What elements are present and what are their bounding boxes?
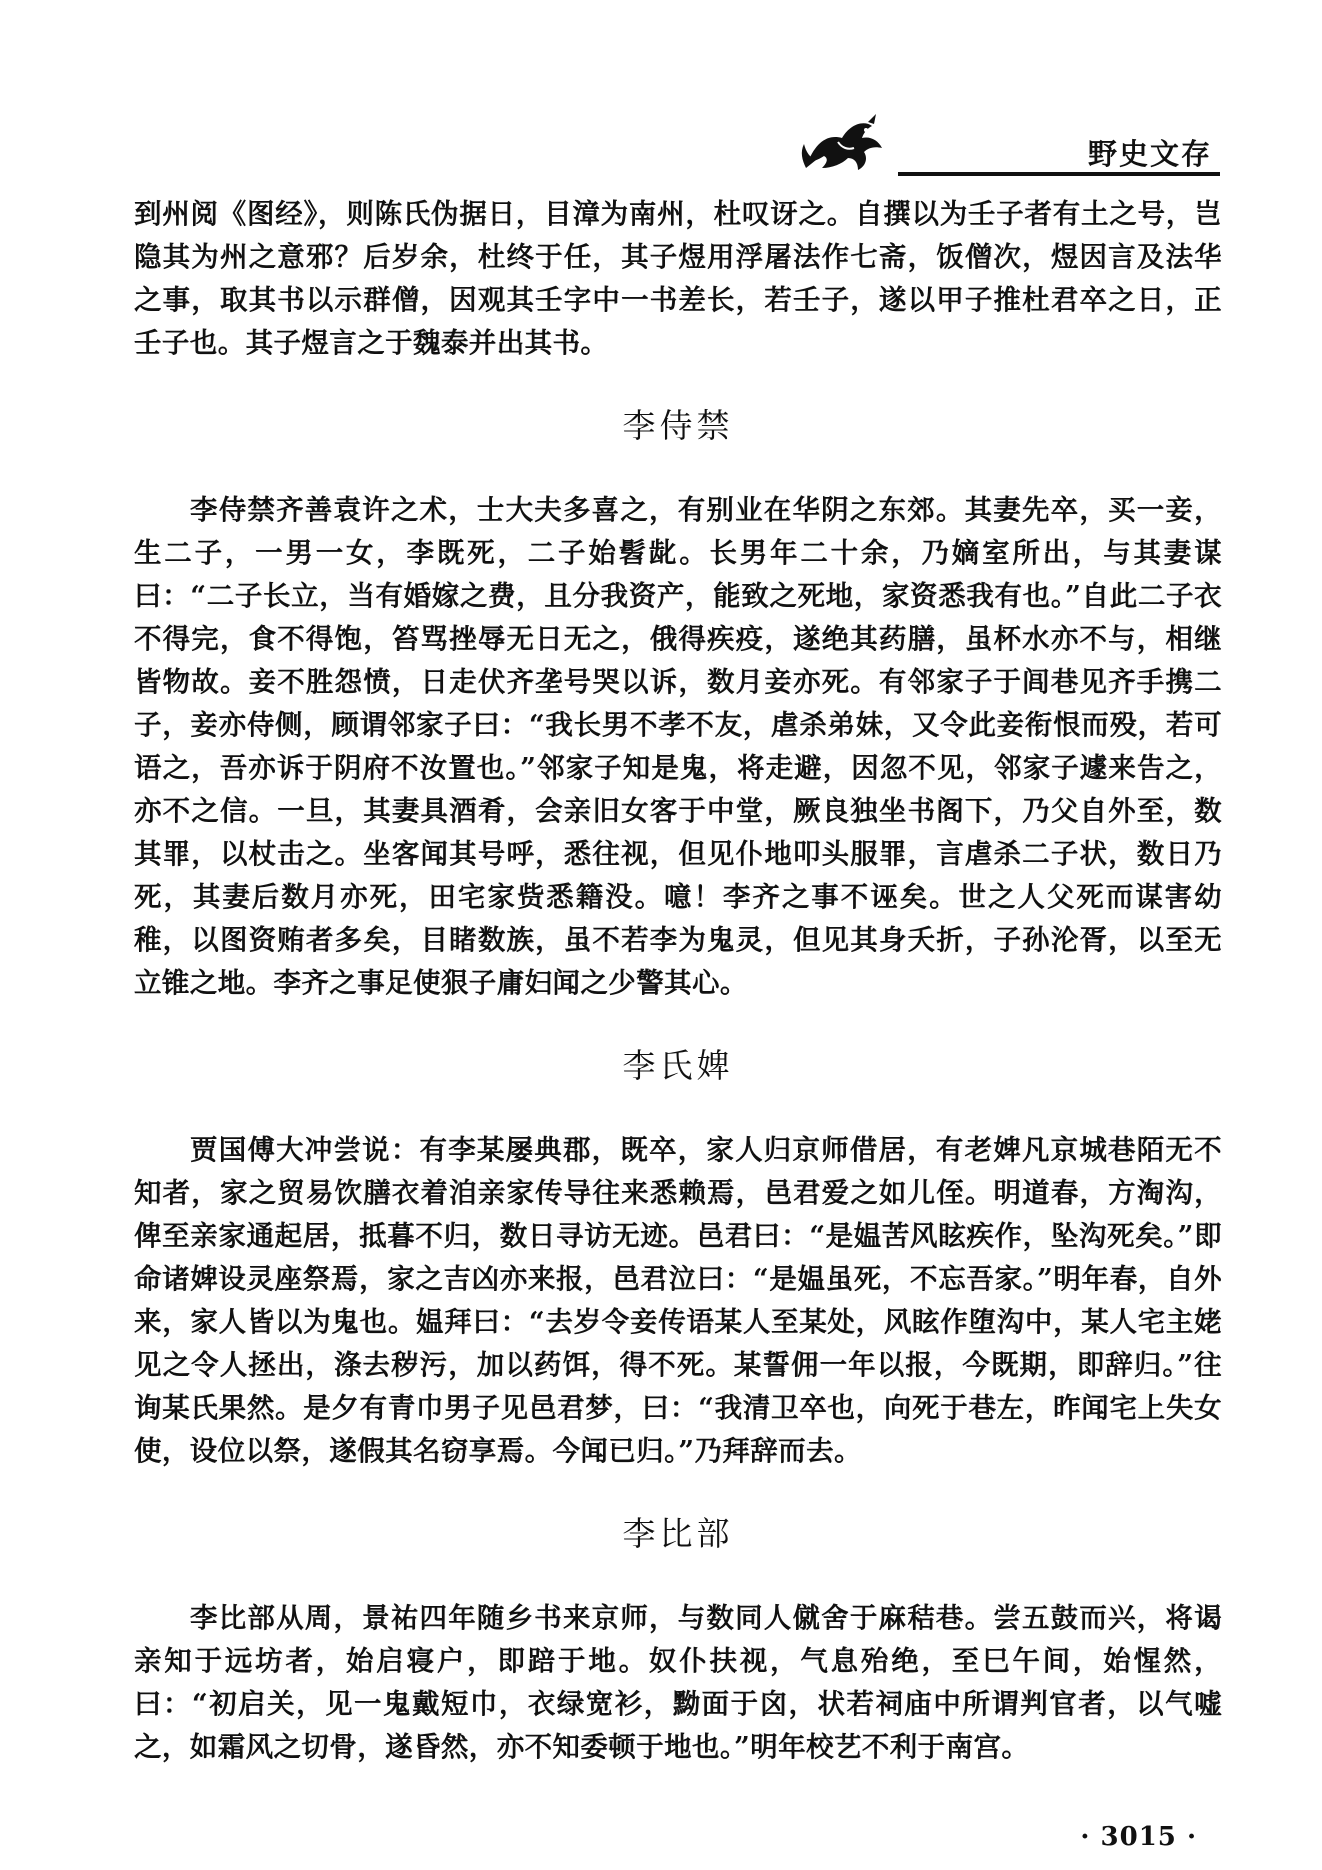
section-text-li-shijin: 李侍禁齐善袁许之术，士大夫多喜之，有别业在华阴之东郊。其妻先卒，买一妾，生二子，一男一女，李既死，二子始髫龀。长男年二十余，乃嫡室所出，与其妻谋曰：“二子长立，当有婚嫁之费，且分我资产，能致之死地，家资悉我有也。”自此二子衣不得完，食不得饱，笞骂挫辱无日无之，俄得疾疫，遂绝其药膳，虽杯水亦不与，相继皆物故。妾不胜怨愤，日走伏齐垄号哭以诉，数月妾亦死。有邻家子于闾巷见齐手携二子，妾亦侍侧，顾谓邻家子曰：“我长男不孝不友，虐杀弟妹，又令此妾衔恨而殁，若可语之，吾亦诉于阴府不汝置也。”邻家子知是鬼，将走避，因忽不见，邻家子遽来告之，亦不之信。一旦，其妻具酒肴，会亲旧女客于中堂，厥良独坐书阁下，乃父自外至，数其罪，以杖击之。坐客闻其号呼，悉往视，但见仆地叩头服罪，言虐杀二子状，数日乃死，其妻后数月亦死，田宅家赀悉籍没。噫！李齐之事不诬矣。世之人父死而谋害幼稚，以图资贿者多矣，目睹数族，虽不若李为鬼灵，但见其身夭折，子孙沦胥，以至无立锥之地。李齐之事足使狠子庸妇闻之少警其心。: [134, 494, 1222, 999]
series-title: 野史文存: [1087, 137, 1212, 171]
intro-paragraph: 到州阅《图经》，则陈氏伪据日，目漳为南州，杜叹讶之。自撰以为壬子者有土之号，岂隐其为州之意邪？后岁余，杜终于任，其子煜用浮屠法作七斋，饭僧次，煜因言及法华之事，取其书以示群僧，因观其壬字中一书差长，若壬子，遂以甲子推杜君卒之日，正壬子也。其子煜言之于魏泰并出其书。: [134, 198, 1222, 359]
dragon-emblem-icon: [798, 112, 890, 174]
header-rule: [898, 172, 1220, 176]
section-text-li-shi-bi: 贾国傅大冲尝说：有李某屡典郡，既卒，家人归京师借居，有老婢凡京城巷陌无不知者，家之贸易饮膳衣着洎亲家传导往来悉赖焉，邑君爱之如儿侄。明道春，方淘沟，俾至亲家通起居，抵暮不归，数日寻访无迹。邑君曰：“是媪苦风眩疾作，坠沟死矣。”即命诸婢设灵座祭焉，家之吉凶亦来报，邑君泣曰：“是媪虽死，不忘吾家。”明年春，自外来，家人皆以为鬼也。媪拜曰：“去岁令妾传语某人至某处，风眩作堕沟中，某人宅主姥见之令人拯出，涤去秽污，加以药饵，得不死。某誓佣一年以报，今既期，即辞归。”往询某氏果然。是夕有青巾男子见邑君梦，曰：“我清卫卒也，向死于巷左，昨闻宅上失女使，设位以祭，遂假其名窃享焉。今闻已归。”乃拜辞而去。: [134, 1134, 1222, 1467]
page-header: [770, 112, 1220, 176]
page-number: · 3015 ·: [1080, 1822, 1197, 1852]
section-title-li-shijin: 李侍禁: [622, 406, 734, 445]
section-title-li-shi-bi: 李氏婢: [622, 1046, 734, 1085]
main-text: [134, 193, 1222, 1769]
section-title-li-bibu: 李比部: [622, 1514, 734, 1553]
section-text-li-bibu: 李比部从周，景祐四年随乡书来京师，与数同人僦舍于麻秸巷。尝五鼓而兴，将谒亲知于远坊者，始启寝户，即踣于地。奴仆扶视，气息殆绝，至巳午间，始惺然，曰：“初启关，见一鬼戴短巾，衣绿宽衫，黝面于囟，状若祠庙中所谓判官者，以气嘘之，如霜风之切骨，遂昏然，亦不知委顿于地也。”明年校艺不利于南宫。: [134, 1602, 1222, 1763]
